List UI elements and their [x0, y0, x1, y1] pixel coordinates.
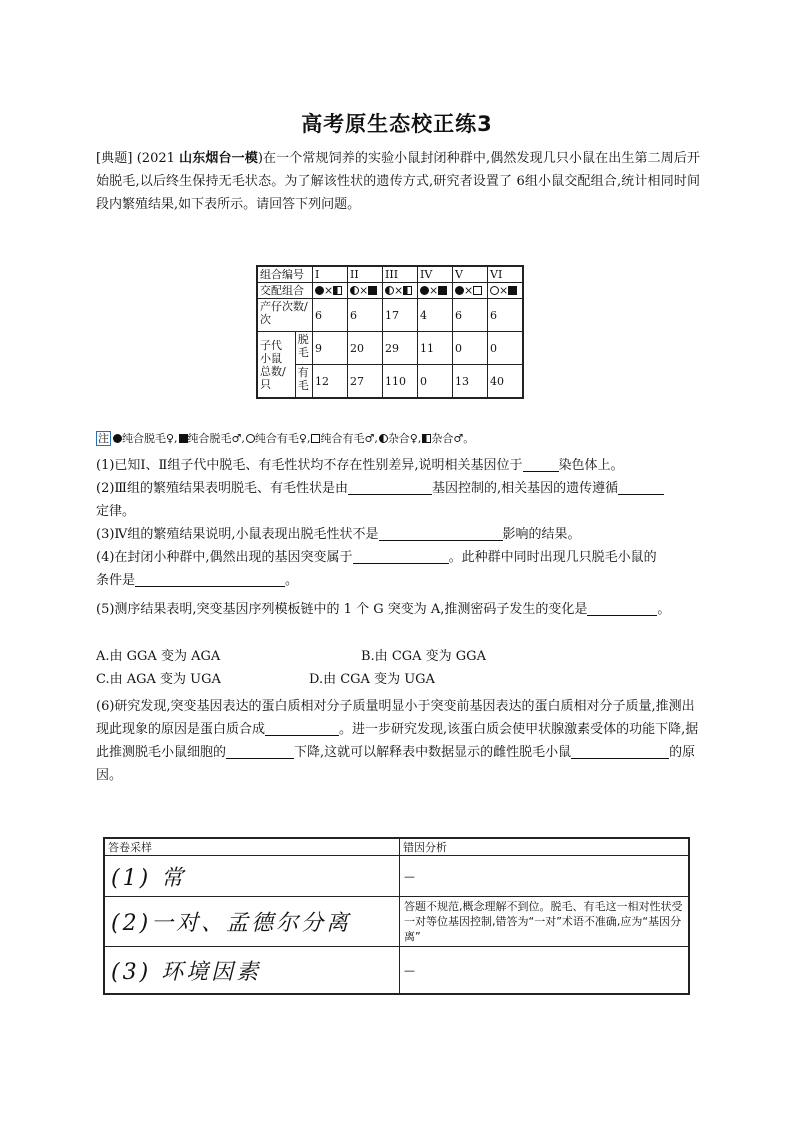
circle-half-icon [379, 434, 388, 443]
question-4 [96, 546, 700, 592]
q3-text-end: 影响的结果。 [502, 527, 581, 542]
cross-symbol: × [324, 284, 334, 297]
group-label: II [348, 266, 383, 283]
q5-text: (5)测序结果表明,突变基因序列模板链中的 1 个 G 突变为 A,推测密码子发生的变化是 [96, 602, 588, 617]
question-3 [96, 523, 700, 546]
hair-cell: 40 [488, 365, 524, 399]
female-symbol-icon [350, 286, 359, 295]
times-cell: 6 [488, 299, 524, 332]
circle-filled-icon [113, 434, 122, 443]
times-cell: 6 [348, 299, 383, 332]
group-label: V [453, 266, 488, 283]
table-row [104, 947, 689, 995]
bald-cell: 0 [488, 332, 524, 365]
cross-label: 交配组合 [257, 283, 313, 299]
bald-cell: 9 [313, 332, 348, 365]
note-label: 注 [98, 432, 109, 445]
bald-cell: 20 [348, 332, 383, 365]
cross-symbol: × [359, 284, 369, 297]
option-c[interactable]: C.由 AGA 变为 UGA [96, 672, 221, 687]
cross-cell [313, 283, 348, 299]
note-item: 纯合脱毛♂, [187, 432, 245, 445]
answer-blank[interactable] [618, 480, 664, 495]
cross-cell [453, 283, 488, 299]
answer-blank[interactable] [571, 744, 669, 759]
answer-blank[interactable] [587, 601, 657, 616]
q6-text-end: 的原因。 [96, 745, 696, 783]
cross-symbol: × [499, 284, 509, 297]
female-symbol-icon [420, 286, 429, 295]
q3-text: (3)Ⅳ组的繁殖结果说明,小鼠表现出脱毛性状不是 [96, 527, 379, 542]
male-symbol-icon [473, 286, 482, 295]
note-item: 纯合有毛♀, [254, 432, 311, 445]
note-item: 杂合♂。 [431, 432, 475, 445]
bald-label: 脱毛 [295, 332, 312, 365]
cross-cell [418, 283, 453, 299]
intro-text: )在一个常规饲养的实验小鼠封闭种群中,偶然发现几只小鼠在出生第二周后开始脱毛,以后终生保持无毛状态。为了解该性状的遗传方式,研究者设置了 6组小鼠交配组合,统计相同时间段内繁殖结果,如下表所示。请回答下列问题。 [96, 151, 700, 212]
hair-cell: 12 [313, 365, 348, 399]
q2-text-mid: 基因控制的,相关基因的遗传遵循 [431, 481, 619, 496]
female-symbol-icon [385, 286, 394, 295]
q6-text-mid2: 下降,这就可以解释表中数据显示的雌性脱毛小鼠 [294, 745, 572, 760]
bald-cell: 11 [418, 332, 453, 365]
times-cell: 6 [453, 299, 488, 332]
group-label: III [383, 266, 418, 283]
note-item: 纯合有毛♂, [320, 432, 378, 445]
table-row-cross [257, 283, 523, 299]
circle-open-icon [246, 434, 255, 443]
answer-analysis-table [103, 837, 690, 995]
table-row-hair [257, 365, 523, 399]
q1-text: (1)已知Ⅰ、Ⅱ组子代中脱毛、有毛性状均不存在性别差异,说明相关基因位于 [96, 458, 523, 473]
analysis-cell: — [400, 947, 690, 995]
q1-text-end: 染色体上。 [558, 458, 624, 473]
question-5 [96, 598, 700, 621]
hair-cell: 13 [453, 365, 488, 399]
cross-symbol: × [394, 284, 404, 297]
answer-blank[interactable] [379, 526, 503, 541]
cross-cell [488, 283, 524, 299]
female-symbol-icon [315, 286, 324, 295]
intro-source: 山东烟台一模 [179, 151, 258, 166]
option-a[interactable]: A.由 GGA 变为 AGA [96, 649, 221, 664]
group-label: VI [488, 266, 524, 283]
answer-blank[interactable] [265, 721, 339, 736]
column-header-sample: 答卷采样 [104, 838, 400, 856]
handwritten-sample: (3) 环境因素 [104, 947, 400, 995]
q2-text: (2)Ⅲ组的繁殖结果表明脱毛、有毛性状是由 [96, 481, 348, 496]
q4-text-end: 。 [285, 573, 299, 588]
square-filled-icon [179, 434, 188, 443]
bald-cell: 29 [383, 332, 418, 365]
cross-symbol: × [464, 284, 474, 297]
hair-cell: 27 [348, 365, 383, 399]
male-symbol-icon [438, 286, 447, 295]
page-title: 高考原生态校正练3 [301, 112, 493, 136]
option-d[interactable]: D.由 CGA 变为 UGA [309, 672, 435, 687]
header-label: 组合编号 [257, 266, 313, 283]
offspring-label: 子代小鼠总数/只 [257, 332, 295, 399]
group-label: IV [418, 266, 453, 283]
q4-text-mid: 。此种群中同时出现几只脱毛小鼠的 [448, 550, 657, 565]
q2-text-end: 定律。 [96, 504, 136, 519]
cross-symbol: × [429, 284, 439, 297]
handwritten-sample: (1) 常 [104, 856, 400, 897]
hair-label: 有毛 [295, 365, 312, 399]
cross-cell [383, 283, 418, 299]
square-half-icon [422, 434, 431, 443]
male-symbol-icon [403, 286, 412, 295]
analysis-cell: — [400, 856, 690, 897]
intro-paragraph [96, 147, 700, 216]
bald-cell: 0 [453, 332, 488, 365]
female-symbol-icon [490, 286, 499, 295]
male-symbol-icon [368, 286, 377, 295]
table-row [104, 838, 689, 856]
q5-text-end: 。 [657, 602, 671, 617]
table-row [104, 897, 689, 947]
male-symbol-icon [333, 286, 342, 295]
q4-text-cond: 条件是 [96, 573, 136, 588]
handwritten-sample: (2)一对、孟德尔分离 [104, 897, 400, 947]
q6-text: (6)研究发现,突变基因表达的蛋白质相对分子质量明显小于突变前基因表达的蛋白质相对分子质量,推测出现此现象的原因是蛋白质合成 [96, 699, 695, 737]
male-symbol-icon [508, 286, 517, 295]
answer-blank[interactable] [135, 572, 285, 587]
question-6 [96, 695, 700, 787]
table-row-times [257, 299, 523, 332]
column-header-analysis: 错因分析 [400, 838, 690, 856]
group-label: I [313, 266, 348, 283]
q6-text-mid: 。进一步研究发现,该蛋白质会使甲状腺激素受体的功能下降,据此推测脱毛小鼠细胞的 [96, 722, 699, 760]
note-item: 纯合脱毛♀, [122, 432, 178, 445]
times-label: 产仔次数/次 [257, 299, 313, 332]
female-symbol-icon [455, 286, 464, 295]
legend-note [96, 430, 696, 446]
table-row-header [257, 266, 523, 283]
table-row [104, 856, 689, 897]
answer-blank[interactable] [348, 480, 432, 495]
times-cell: 6 [313, 299, 348, 332]
option-b[interactable]: B.由 CGA 变为 GGA [361, 649, 486, 664]
times-cell: 17 [383, 299, 418, 332]
answer-blank[interactable] [523, 457, 559, 472]
question-2 [96, 477, 700, 523]
question-1 [96, 454, 700, 477]
q4-text: (4)在封闭小种群中,偶然出现的基因突变属于 [96, 550, 353, 565]
hair-cell: 0 [418, 365, 453, 399]
hair-cell: 110 [383, 365, 418, 399]
analysis-cell: 答题不规范,概念理解不到位。脱毛、有毛这一相对性状受一对等位基因控制,错答为“一对”术语不准确,应为“基因分离” [400, 897, 690, 947]
answer-blank[interactable] [226, 744, 294, 759]
intro-prefix: [典题] (2021 [96, 151, 180, 166]
table-row-bald [257, 332, 523, 365]
note-item: 杂合♀, [387, 432, 422, 445]
times-cell: 4 [418, 299, 453, 332]
answer-blank[interactable] [353, 549, 449, 564]
cross-cell [348, 283, 383, 299]
mouse-cross-table [256, 265, 524, 399]
